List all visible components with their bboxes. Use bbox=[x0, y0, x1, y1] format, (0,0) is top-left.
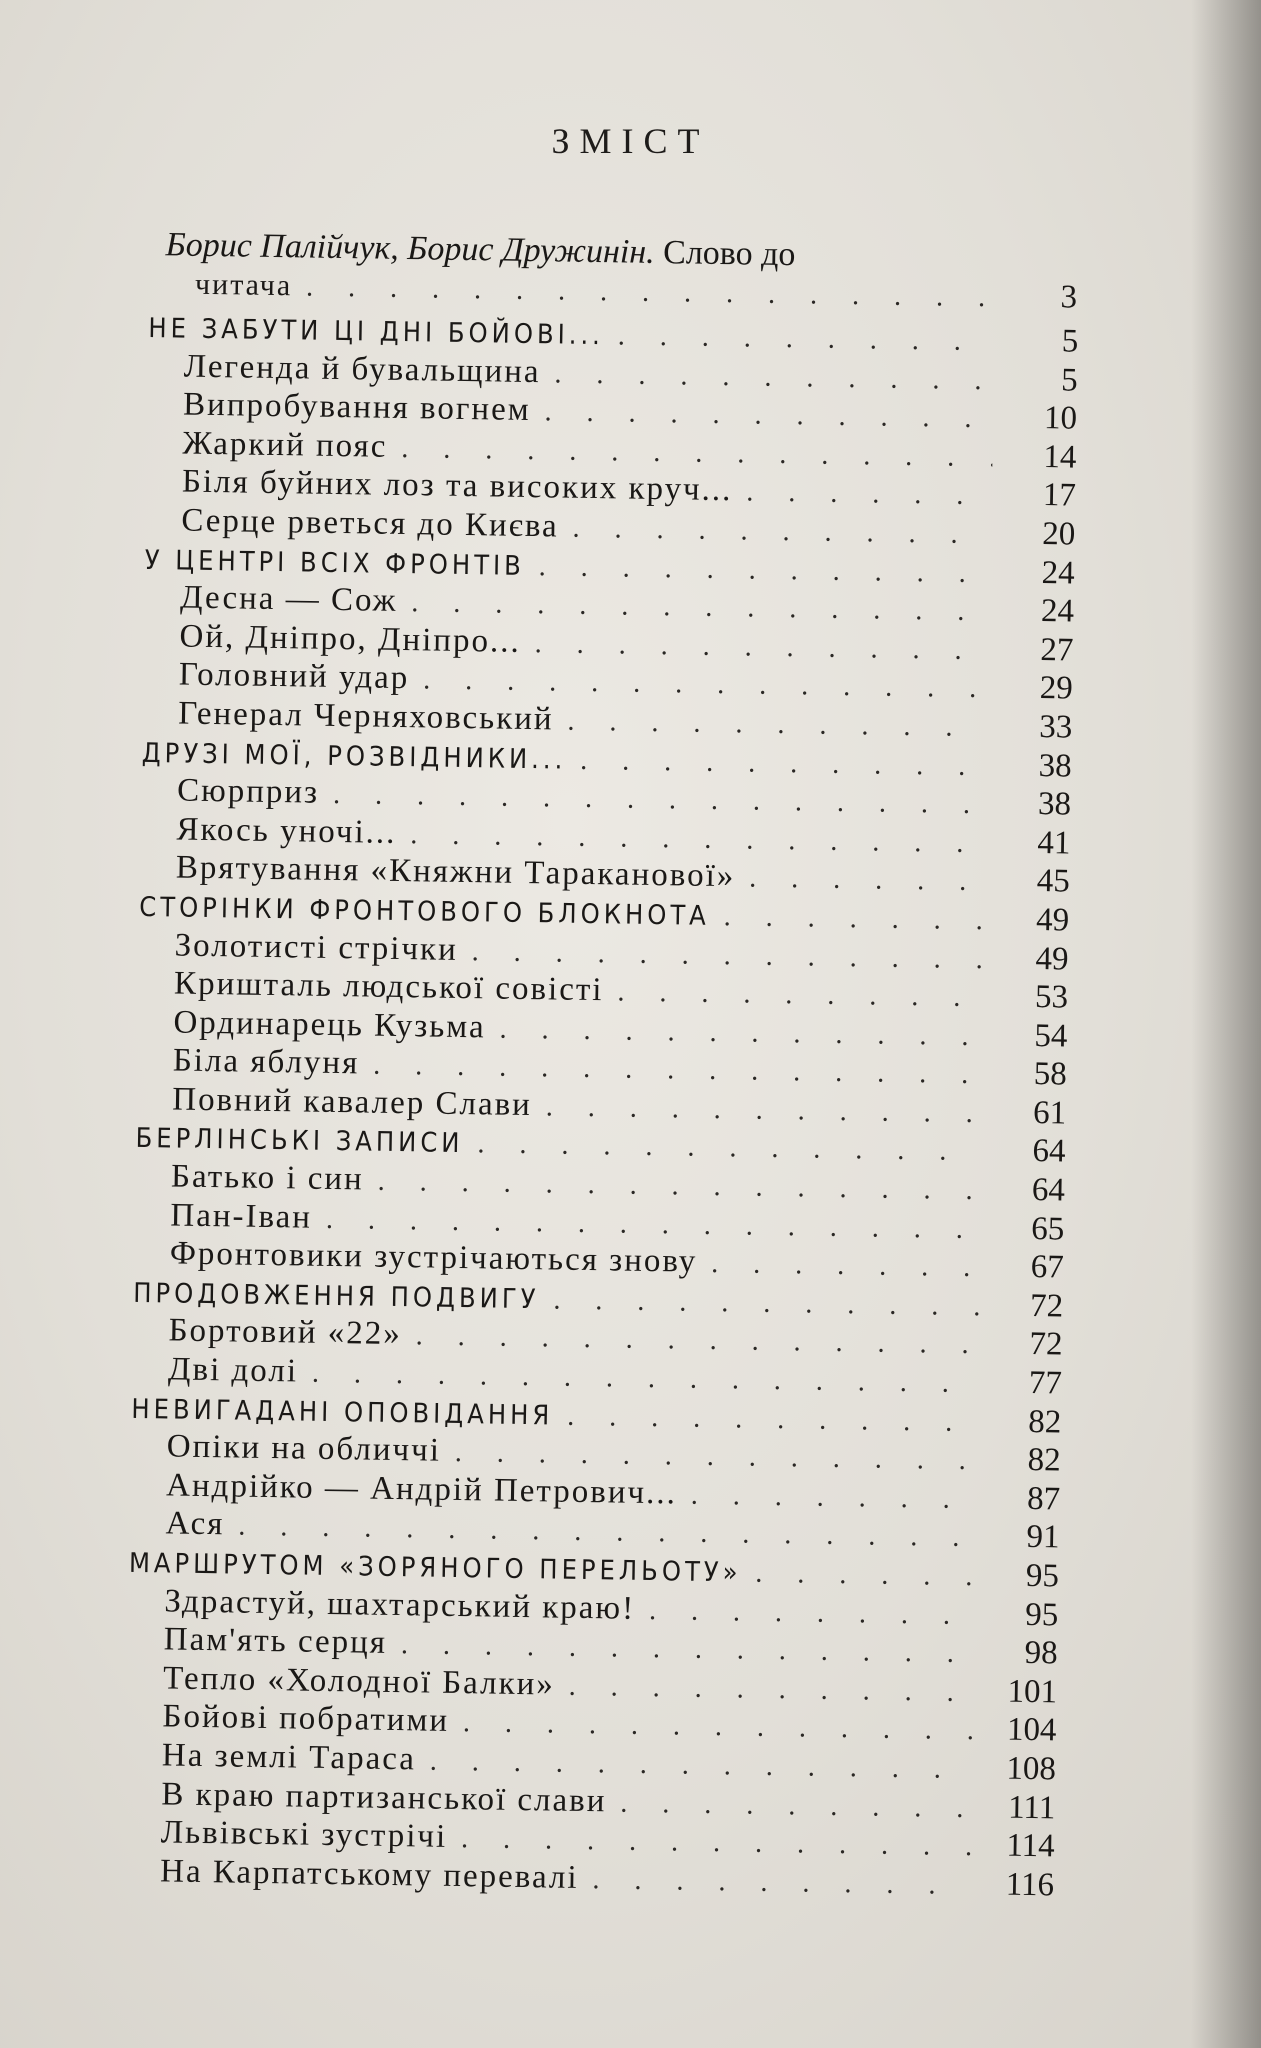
page-number: 111 bbox=[1007, 1789, 1056, 1826]
page-number: 77 bbox=[1028, 1364, 1063, 1402]
page-number: 108 bbox=[1006, 1750, 1057, 1788]
dot-leader bbox=[749, 863, 986, 899]
dot-leader bbox=[461, 1823, 971, 1863]
dot-leader bbox=[572, 513, 991, 552]
item-title: Ординарець Кузьма bbox=[173, 1004, 486, 1046]
page-number: 5 bbox=[1060, 361, 1078, 399]
item-title: Генерал Черняховський bbox=[178, 695, 554, 738]
page-number: 95 bbox=[1025, 1557, 1060, 1595]
page-number: 54 bbox=[1034, 1017, 1068, 1055]
item-title: Жаркий пояс bbox=[182, 425, 388, 465]
page-number: 101 bbox=[1007, 1673, 1058, 1711]
item-title: Здрастуй, шахтарський краю! bbox=[164, 1582, 636, 1627]
dot-leader bbox=[410, 819, 986, 860]
intro-title-end: читача bbox=[194, 267, 293, 303]
page-number: 5 bbox=[1061, 323, 1079, 360]
item-title: Батько і син bbox=[170, 1158, 365, 1198]
section-title: НЕ ЗАБУТИ ЦІ ДНІ БОЙОВІ... bbox=[148, 312, 605, 352]
item-title: Львівські зустрічі bbox=[160, 1814, 448, 1856]
page-number: 116 bbox=[1005, 1866, 1055, 1904]
page-number: 20 bbox=[1041, 516, 1076, 553]
dot-leader bbox=[620, 1787, 971, 1825]
dot-leader bbox=[617, 977, 984, 1015]
page-number: 72 bbox=[1029, 1287, 1064, 1325]
table-of-contents bbox=[124, 225, 1080, 1906]
section-title: БЕРЛІНСЬКІ ЗАПИСИ bbox=[135, 1123, 464, 1160]
item-title: Фронтовики зустрічаються знову bbox=[169, 1235, 698, 1280]
dot-leader bbox=[567, 706, 988, 745]
dot-leader bbox=[539, 551, 991, 590]
section-title: ДРУЗІ МОЇ, РОЗВІДНИКИ... bbox=[141, 737, 567, 776]
item-title: Золотисті стрічки bbox=[174, 926, 459, 968]
dot-leader bbox=[546, 1091, 983, 1130]
item-title: Андрійко — Андрій Петрович... bbox=[165, 1467, 678, 1512]
page-number: 49 bbox=[1035, 940, 1069, 978]
page-number: 64 bbox=[1032, 1133, 1066, 1170]
dot-leader bbox=[455, 1437, 977, 1477]
item-title: Пам'ять серця bbox=[163, 1621, 388, 1662]
dot-leader bbox=[401, 1629, 974, 1670]
page-number: 98 bbox=[1024, 1635, 1058, 1672]
item-title: Біла яблуня bbox=[172, 1042, 360, 1082]
page-number: 114 bbox=[1006, 1827, 1055, 1865]
item-title: Повний кавалер Слави bbox=[171, 1081, 533, 1123]
page-number: 53 bbox=[1034, 979, 1069, 1016]
dot-leader bbox=[534, 628, 989, 667]
page-number: 38 bbox=[1038, 747, 1072, 785]
item-title: Випробування вогнем bbox=[182, 386, 531, 429]
page-number: 91 bbox=[1026, 1519, 1060, 1556]
section-title: НЕВИГАДАНІ ОПОВІДАННЯ bbox=[131, 1393, 554, 1432]
intro-page-number: 3 bbox=[1060, 279, 1080, 316]
dot-leader bbox=[499, 1013, 983, 1053]
dot-leader bbox=[423, 665, 989, 706]
page-number: 17 bbox=[1042, 477, 1077, 514]
page-number: 29 bbox=[1039, 670, 1074, 707]
page-number: 14 bbox=[1043, 438, 1077, 476]
page-number: 104 bbox=[1006, 1712, 1057, 1749]
page-number: 95 bbox=[1024, 1596, 1059, 1634]
page-number: 82 bbox=[1028, 1403, 1062, 1441]
page-number: 82 bbox=[1027, 1442, 1061, 1479]
item-title: Опіки на обличчі bbox=[166, 1428, 442, 1469]
page-number: 24 bbox=[1041, 554, 1075, 592]
toc-entries bbox=[124, 309, 1079, 1906]
dot-leader bbox=[691, 1479, 977, 1515]
item-title: Сюрприз bbox=[176, 772, 320, 811]
page-number: 87 bbox=[1026, 1480, 1061, 1518]
page-number: 61 bbox=[1032, 1094, 1067, 1132]
dot-leader bbox=[592, 1864, 970, 1902]
item-title: Тепло «Холодної Балки» bbox=[162, 1660, 556, 1703]
section-title: СТОРІНКИ ФРОНТОВОГО БЛОКНОТА bbox=[139, 891, 711, 932]
page-number: 45 bbox=[1036, 863, 1071, 900]
dot-leader bbox=[554, 358, 994, 397]
item-title: Біля буйних лоз та високих круч... bbox=[181, 463, 733, 509]
page-number: 41 bbox=[1037, 824, 1071, 862]
dot-leader bbox=[544, 396, 993, 435]
item-title: Головний удар bbox=[178, 656, 410, 697]
dot-leader bbox=[649, 1595, 975, 1632]
item-title: Ася bbox=[165, 1505, 225, 1543]
page-gutter-shadow bbox=[1191, 0, 1261, 2048]
page-number: 65 bbox=[1031, 1210, 1065, 1248]
dot-leader bbox=[553, 1284, 979, 1323]
section-title: У ЦЕНТРІ ВСІХ ФРОНТІВ bbox=[144, 544, 526, 582]
dot-leader bbox=[711, 1248, 980, 1284]
page-number: 38 bbox=[1037, 786, 1072, 823]
dot-leader bbox=[618, 320, 995, 358]
dot-leader bbox=[472, 936, 985, 976]
item-title: Серце рветься до Києва bbox=[181, 502, 559, 545]
item-title: Врятування «Княжни Тараканової» bbox=[175, 849, 736, 895]
item-title: В краю партизанської слави bbox=[161, 1775, 607, 1819]
dot-leader bbox=[415, 1321, 978, 1362]
dot-leader bbox=[755, 1558, 975, 1593]
toc-intro-entry bbox=[165, 225, 1080, 319]
page-number: 24 bbox=[1040, 593, 1075, 630]
item-title: Ой, Дніпро, Дніпро... bbox=[179, 618, 522, 660]
intro-authors: Борис Палійчук, Борис Дружинін. bbox=[165, 226, 656, 271]
page-title: ЗМІСТ bbox=[551, 121, 710, 161]
section-title: ПРОДОВЖЕННЯ ПОДВИГУ bbox=[132, 1277, 540, 1316]
dot-leader bbox=[746, 477, 992, 513]
page-number: 27 bbox=[1040, 631, 1074, 669]
item-title: Бойові побратими bbox=[162, 1698, 450, 1740]
page-number: 67 bbox=[1030, 1249, 1065, 1286]
dot-leader bbox=[411, 587, 990, 628]
item-title: Легенда й бувальщина bbox=[183, 348, 541, 390]
page-number: 72 bbox=[1029, 1326, 1063, 1363]
section-title: МАРШРУТОМ «ЗОРЯНОГО ПЕРЕЛЬОТУ» bbox=[128, 1547, 742, 1589]
item-title: На Карпатському перевалі bbox=[159, 1853, 579, 1896]
page-number: 58 bbox=[1033, 1056, 1068, 1093]
dot-leader bbox=[724, 901, 986, 937]
dot-leader bbox=[477, 1129, 982, 1169]
item-title: Бортовий «22» bbox=[168, 1312, 403, 1353]
dot-leader bbox=[567, 1400, 977, 1438]
page-number: 33 bbox=[1038, 708, 1073, 746]
item-title: Кришталь людської совісті bbox=[173, 965, 604, 1009]
dot-leader bbox=[569, 1671, 974, 1709]
dot-leader bbox=[580, 744, 988, 782]
page-number: 10 bbox=[1043, 400, 1078, 437]
item-title: На землі Тараса bbox=[161, 1737, 417, 1778]
page-number: 64 bbox=[1031, 1172, 1066, 1209]
page-number: 49 bbox=[1035, 901, 1070, 939]
dot-leader bbox=[430, 1746, 972, 1787]
item-title: Якось уночі... bbox=[176, 811, 397, 851]
item-title: Десна — Сож bbox=[179, 579, 398, 620]
intro-title-start: Слово до bbox=[662, 234, 796, 274]
item-title: Дві долі bbox=[167, 1351, 299, 1390]
dot-leader bbox=[463, 1707, 973, 1747]
item-title: Пан-Іван bbox=[170, 1197, 313, 1236]
dot-leader bbox=[306, 269, 995, 316]
